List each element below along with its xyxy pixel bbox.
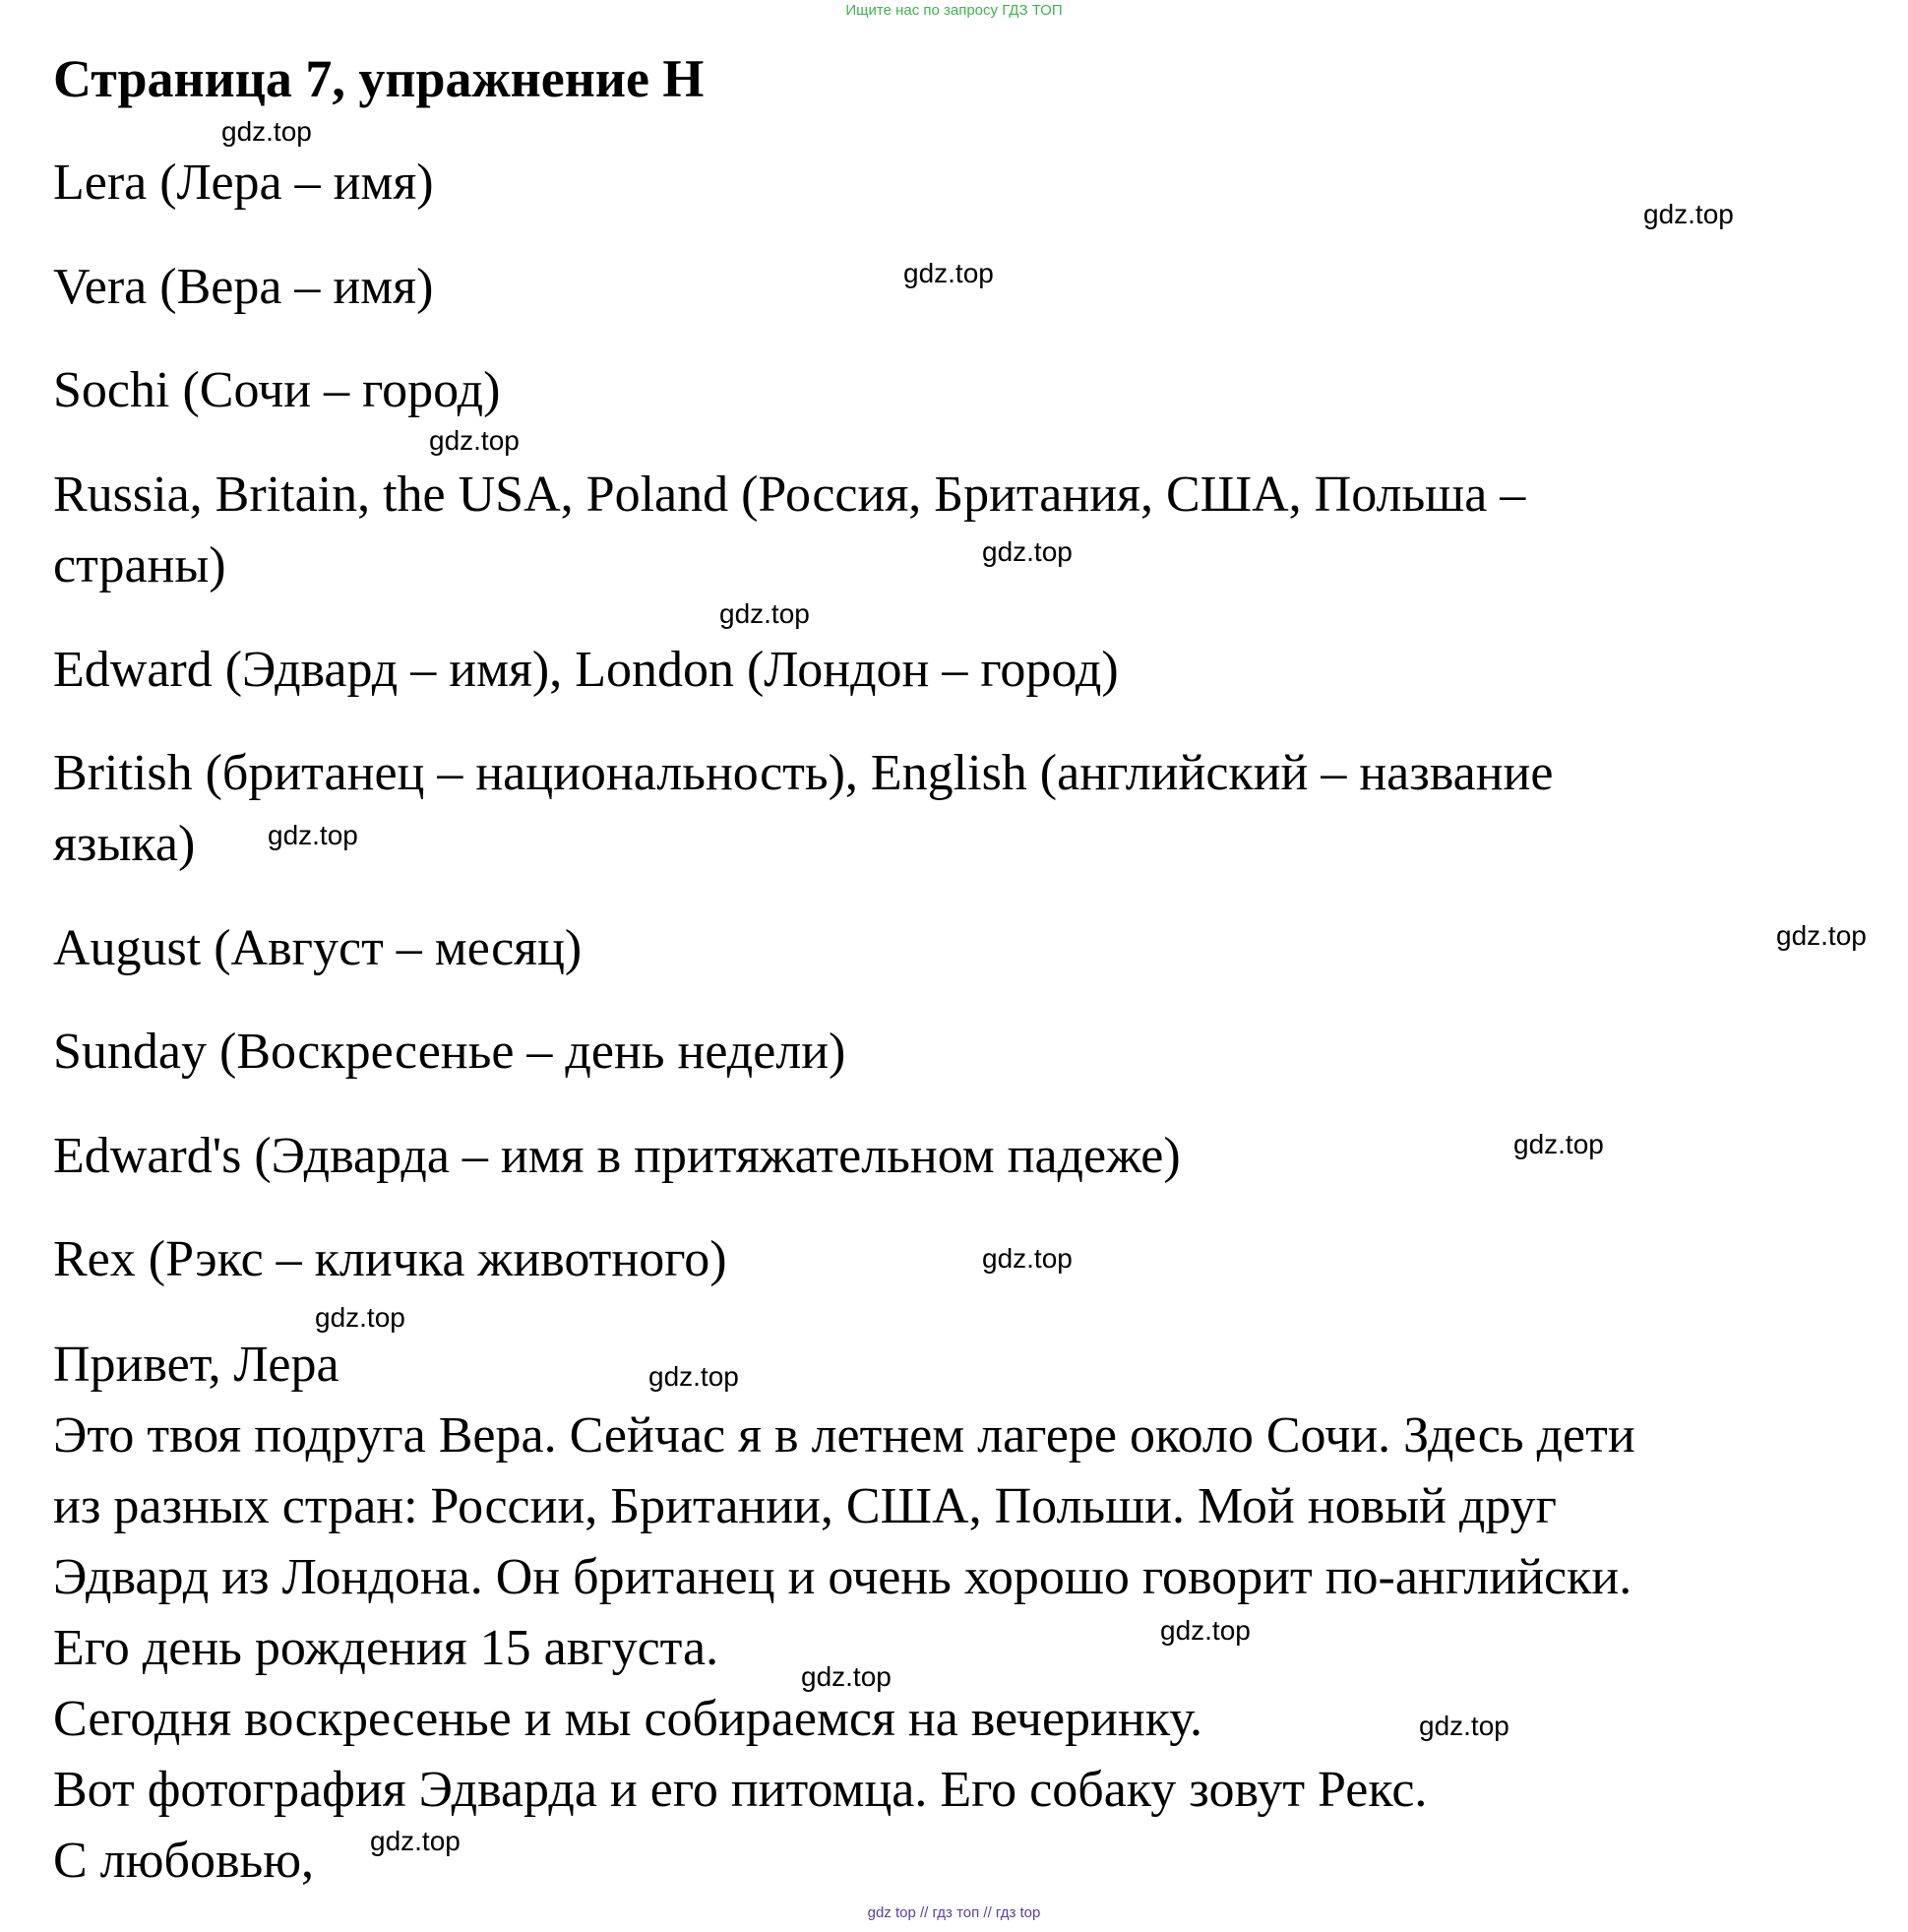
letter-signoff: С любовью, [53, 1833, 315, 1889]
watermark: gdz.top [370, 1826, 461, 1856]
entry-line: Edward's (Эдварда – имя в притяжательном падеже) [53, 1128, 1181, 1184]
watermark: gdz.top [719, 598, 810, 629]
watermark: gdz.top [429, 425, 520, 456]
entry-line: страны) [53, 537, 226, 593]
letter-line: Вот фотография Эдварда и его питомца. Его собаку зовут Рекс. [53, 1762, 1428, 1818]
letter-greeting: Привет, Лера [53, 1337, 339, 1393]
entry-line: Vera (Вера – имя) [53, 259, 434, 315]
watermark: gdz.top [1643, 199, 1734, 229]
entry-line: Rex (Рэкс – кличка животного) [53, 1231, 727, 1287]
entry-line: British (британец – национальность), English (английский – название [53, 745, 1554, 801]
entry-line: Edward (Эдвард – имя), London (Лондон – город) [53, 642, 1119, 698]
watermark: gdz.top [221, 116, 312, 147]
watermark: gdz.top [982, 536, 1073, 567]
letter-line: Сегодня воскресенье и мы собираемся на вечеринку. [53, 1691, 1203, 1747]
entry-line: Lera (Лера – имя) [53, 155, 434, 211]
watermark: gdz.top [982, 1243, 1073, 1274]
entry-line: Sunday (Воскресенье – день недели) [53, 1024, 846, 1080]
watermark: gdz.top [1419, 1711, 1509, 1741]
letter-line: из разных стран: России, Британии, США, Польши. Мой новый друг [53, 1478, 1558, 1534]
entry-line: August (Август – месяц) [53, 920, 583, 976]
page-title: Страница 7, упражнение H [53, 49, 705, 108]
watermark: gdz.top [648, 1361, 739, 1392]
watermark: gdz.top [1513, 1129, 1604, 1159]
entry-line: Russia, Britain, the USA, Poland (Россия, Британия, США, Польша – [53, 467, 1526, 523]
watermark: gdz.top [801, 1661, 892, 1692]
letter-line: Это твоя подруга Вера. Сейчас я в летнем лагере около Сочи. Здесь дети [53, 1407, 1635, 1464]
watermark: gdz.top [903, 258, 994, 288]
watermark: gdz.top [1160, 1615, 1251, 1646]
footer-links: gdz top // гдз топ // гдз top [867, 1904, 1041, 1921]
watermark: gdz.top [1776, 920, 1867, 951]
top-banner: Ищите нас по запросу ГДЗ ТОП [845, 2, 1063, 19]
entry-line: Sochi (Сочи – город) [53, 362, 501, 418]
letter-line: Его день рождения 15 августа. [53, 1620, 719, 1676]
watermark: gdz.top [268, 820, 358, 850]
watermark: gdz.top [315, 1302, 405, 1333]
entry-line: языка) [53, 816, 196, 872]
letter-line: Эдвард из Лондона. Он британец и очень хорошо говорит по-английски. [53, 1549, 1632, 1605]
